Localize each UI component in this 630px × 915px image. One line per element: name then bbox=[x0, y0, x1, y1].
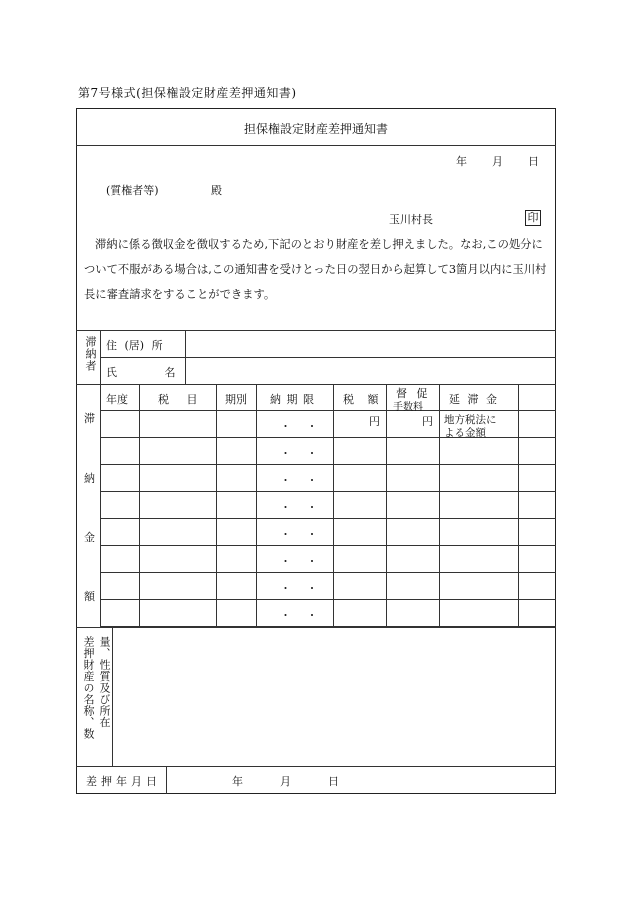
late-note-line1: 地方税法に bbox=[444, 414, 497, 426]
table-row-line bbox=[100, 572, 556, 573]
table-row-line bbox=[100, 437, 556, 438]
table-row-line bbox=[100, 545, 556, 546]
due-date-dots: ・ ・ bbox=[280, 501, 324, 514]
due-date-dots: ・ ・ bbox=[280, 528, 324, 541]
table-row-line bbox=[100, 410, 556, 411]
due-date-dots: ・ ・ bbox=[280, 420, 324, 433]
table-col-line bbox=[139, 384, 140, 626]
due-date-dots: ・ ・ bbox=[280, 474, 324, 487]
late-note-line2: よる金額 bbox=[444, 427, 486, 439]
header-late: 延 滞 金 bbox=[449, 393, 497, 406]
header-tax: 税 目 bbox=[158, 393, 198, 406]
property-label-col2: 差押財産の名称、数 bbox=[82, 636, 95, 740]
date-month: 月 bbox=[492, 155, 503, 168]
due-date-dots: ・ ・ bbox=[280, 582, 324, 595]
table-col-line bbox=[518, 384, 519, 626]
date-year: 年 bbox=[456, 155, 467, 168]
table-row-line bbox=[100, 464, 556, 465]
header-amount: 税 額 bbox=[343, 393, 379, 406]
form-number: 第7号様式(担保権設定財産差押通知書) bbox=[78, 86, 297, 100]
document-title: 担保権設定財産差押通知書 bbox=[243, 122, 388, 136]
due-date-dots: ・ ・ bbox=[280, 609, 324, 622]
table-row-line bbox=[100, 599, 556, 600]
header-year: 年度 bbox=[106, 393, 128, 406]
recipient-honorific: 殿 bbox=[211, 184, 222, 197]
table-col-line bbox=[439, 384, 440, 626]
seizure-month: 月 bbox=[280, 775, 291, 788]
table-row-line bbox=[100, 491, 556, 492]
seizure-year: 年 bbox=[232, 775, 243, 788]
amount-label-4: 額 bbox=[84, 590, 95, 603]
amount-label-2: 納 bbox=[84, 472, 95, 485]
amount-label-1: 滞 bbox=[84, 412, 95, 425]
delinquent-label: 滞納者 bbox=[84, 336, 97, 372]
amount-label-3: 金 bbox=[84, 531, 95, 544]
table-col-line bbox=[100, 384, 101, 626]
seizure-day: 日 bbox=[328, 775, 339, 788]
table-col-line bbox=[386, 384, 387, 626]
table-col-line bbox=[256, 384, 257, 626]
issuer-name: 玉川村長 bbox=[389, 213, 433, 226]
due-date-dots: ・ ・ bbox=[280, 447, 324, 460]
table-row-line bbox=[100, 518, 556, 519]
seal-mark: 印 bbox=[525, 210, 541, 226]
table-col-line bbox=[333, 384, 334, 626]
property-label-col1: 量、性質及び所在 bbox=[98, 636, 111, 728]
address-label: 住 (居) 所 bbox=[106, 339, 163, 352]
due-date-dots: ・ ・ bbox=[280, 555, 324, 568]
header-due: 納 期 限 bbox=[270, 393, 314, 406]
table-col-line bbox=[216, 384, 217, 626]
header-period: 期別 bbox=[225, 393, 247, 406]
notice-body: 滞納に係る徴収金を徴収するため,下記のとおり財産を差し押えました。なお,この処分について不服がある場合は,この通知書を受けとった日の翌日から起算して3箇月以内に玉川村長に審査請求をすることができます。 bbox=[84, 238, 547, 301]
header-fee-line2: 手数料 bbox=[393, 402, 423, 413]
date-day: 日 bbox=[528, 155, 539, 168]
recipient-label: (質権者等) bbox=[106, 184, 159, 197]
fee-yen: 円 bbox=[422, 415, 433, 428]
header-fee-line1: 督 促 bbox=[396, 387, 428, 400]
seizure-date-label: 差押年月日 bbox=[86, 775, 161, 788]
name-label: 氏 名 bbox=[106, 366, 176, 379]
amount-yen: 円 bbox=[369, 415, 380, 428]
